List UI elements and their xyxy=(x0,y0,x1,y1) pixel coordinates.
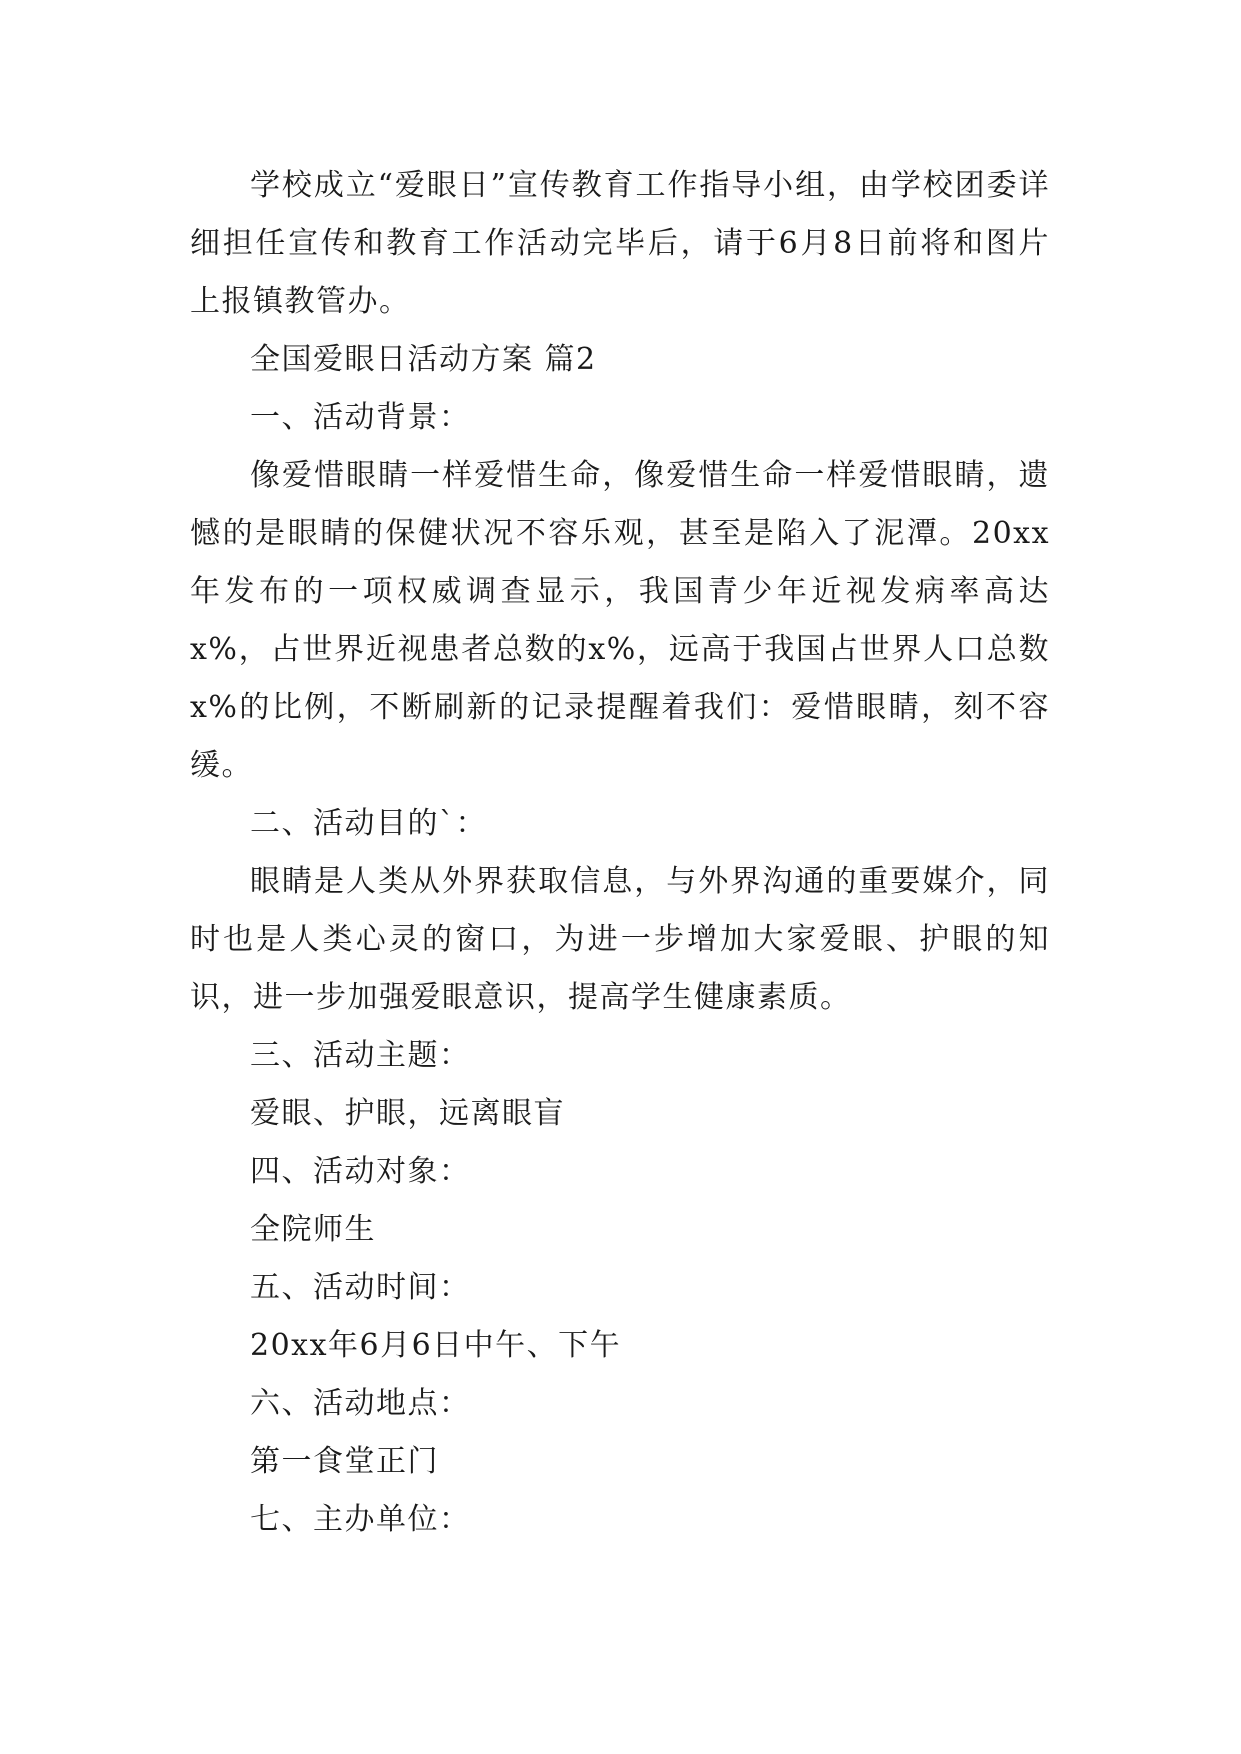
background-heading: 一、活动背景： xyxy=(250,400,471,435)
intro-paragraph: 学校成立“爱眼日”宣传教育工作指导小组，由学校团委详细担任宣传和教育工作活动完毕后，请于6月8日前将和图片上报镇教管办。 xyxy=(190,168,1050,319)
background-paragraph: 像爱惜眼睛一样爱惜生命，像爱惜生命一样爱惜眼睛，遗憾的是眼睛的保健状况不容乐观，甚至是陷入了泥潭。20xx年发布的一项权威调查显示，我国青少年近视发病率高达x%，占世界近视患者总数的x%，远高于我国占世界人口总数x%的比例，不断刷新的记录提醒着我们：爱惜眼睛，刻不容缓。 xyxy=(190,458,1050,783)
time-text: 20xx年6月6日中午、下午 xyxy=(250,1328,622,1363)
audience-text: 全院师生 xyxy=(250,1212,376,1247)
purpose-paragraph: 眼睛是人类从外界获取信息，与外界沟通的重要媒介，同时也是人类心灵的窗口，为进一步增加大家爱眼、护眼的知识，进一步加强爱眼意识，提高学生健康素质。 xyxy=(190,864,1050,1015)
organizer-heading: 七、主办单位： xyxy=(250,1502,471,1537)
location-heading: 六、活动地点： xyxy=(250,1386,471,1421)
theme-text: 爱眼、护眼，远离眼盲 xyxy=(250,1096,565,1131)
audience-heading: 四、活动对象： xyxy=(250,1154,471,1189)
time-heading: 五、活动时间： xyxy=(250,1270,471,1305)
purpose-heading: 二、活动目的`： xyxy=(250,806,487,841)
document-body xyxy=(190,157,1050,1549)
plan-title: 全国爱眼日活动方案 篇2 xyxy=(250,342,597,377)
theme-heading: 三、活动主题： xyxy=(250,1038,471,1073)
location-text: 第一食堂正门 xyxy=(250,1444,439,1479)
